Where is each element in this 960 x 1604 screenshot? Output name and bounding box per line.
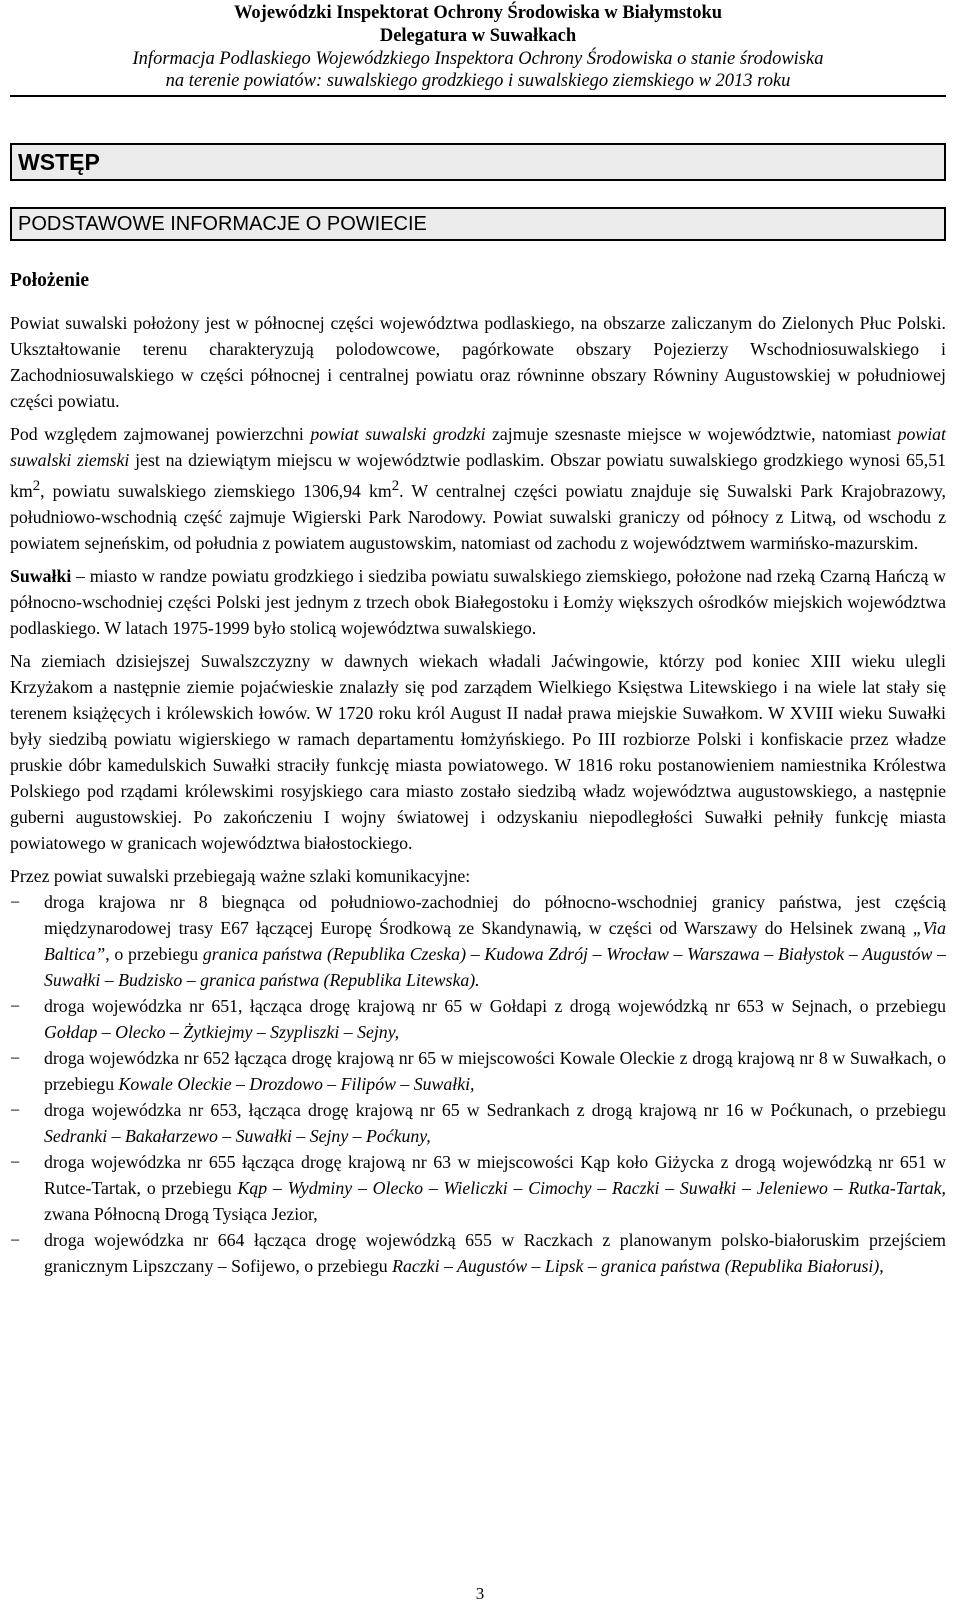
page-number: 3 <box>475 1584 485 1603</box>
list-item: − droga wojewódzka nr 664 łącząca drogę wojewódzką 655 w Raczkach z planowanym polsko-białoruskim przejściem granicznym Lipszczany – Sofijewo, o przebiegu Raczki – Augustów – Lipsk – granica państwa (Republika Białorusi), <box>10 1227 946 1279</box>
heading-location: Położenie <box>10 270 90 291</box>
list-item: − droga wojewódzka nr 651, łącząca drogę krajową nr 65 w Gołdapi z drogą wojewódzką nr 653 w Sejnach, o przebiegu Gołdap – Olecko – Żytkiejmy – Szypliszki – Sejny, <box>10 993 946 1045</box>
paragraph-area: Pod względem zajmowanej powierzchni powiat suwalski grodzki zajmuje szesnaste miejsce w województwie, natomiast powiat suwalski ziemski jest na dziewiątym miejscu w województwie podlaskim. Obszar powiatu suwalskiego grodzkiego wynosi 65,51 $km^2$, powiatu suwalskiego ziemskiego 1306,94 $km^2$. W centralnej części powiatu znajduje się Suwalski Park Krajobrazowy, południowo-wschodnią część zajmuje Wigierski Park Narodowy. Powiat suwalski graniczy od północy z Litwą, od wschodu z powiatem sejneńskim, od południa z powiatem augustowskim, natomiast od zachodu z województwem warmińsko-mazurskim. <box>10 424 947 553</box>
header-report-scope: na terenie powiatów: suwalskiego grodzkiego i suwalskiego ziemskiego w 2013 roku <box>165 71 791 91</box>
subsection-title: PODSTAWOWE INFORMACJE O POWIECIE <box>10 207 946 241</box>
term-suwalki: Suwałki <box>10 565 72 586</box>
header-institution: Wojewódzki Inspektorat Ochrony Środowiska w Białymstoku <box>233 3 723 23</box>
term-powiat-ziemski: powiat suwalski ziemski <box>10 424 946 470</box>
header-delegation: Delegatura w Suwałkach <box>379 26 577 46</box>
paragraph-roads-intro: Przez powiat suwalski przebiegają ważne szlaki komunikacyjne: <box>10 865 471 886</box>
section-title: WSTĘP <box>10 143 946 181</box>
page-header <box>10 0 946 97</box>
list-item: − droga krajowa nr 8 biegnąca od południowo-zachodniej do północno-wschodniej granicy państwa, jest częścią międzynarodowej trasy E67 łączącej Europę Środkową ze Skandynawią, w części od Warszawy do Helsinek zwaną „Via Baltica”, o przebiegu granica państwa (Republika Czeska) – Kudowa Zdrój – Wrocław – Warszawa – Białystok – Augustów – Suwałki – Budzisko – granica państwa (Republika Litewska). <box>10 889 946 993</box>
dash-bullet: − <box>10 1047 21 1068</box>
term-powiat-grodzki: powiat suwalski grodzki <box>310 424 486 444</box>
list-item: − droga wojewódzka nr 655 łącząca drogę krajową nr 63 w miejscowości Kąp koło Giżycka z drogą wojewódzką nr 651 w Rutce-Tartak, o przebiegu Kąp – Wydminy – Olecko – Wieliczki – Cimochy – Raczki – Suwałki – Jeleniewo – Rutka-Tartak, zwana Północną Drogą Tysiąca Jezior, <box>10 1149 946 1227</box>
list-item: − droga wojewódzka nr 653, łącząca drogę krajową nr 65 w Sedrankach z drogą krajową nr 16 w Poćkunach, o przebiegu Sedranki – Bakałarzewo – Suwałki – Sejny – Poćkuny, <box>10 1097 946 1149</box>
paragraph-history: Na ziemiach dzisiejszej Suwalszczyzny w dawnych wiekach władali Jaćwingowie, którzy pod koniec XIII wieku ulegli Krzyżakom a następnie ziemie pojaćwieskie znalazły się pod zarządem Wielkiego Księstwa Litewskiego i na wiele lat stały się terenem książęcych i królewskich łowów. W 1720 roku król August II nadał prawa miejskie Suwałkom. W XVIII wieku Suwałki były siedzibą powiatu wigierskiego w ramach departamentu łomżyńskiego. Po III rozbiorze Polski i konfiskacie przez władze pruskie dóbr kamedulskich Suwałki straciły funkcję miasta powiatowego. W 1816 roku postanowieniem namiestnika Królestwa Polskiego pod rządami królewskimi rosyjskiego cara miasto zostało siedzibą władz województwa augustowskiego, a następnie guberni augustowskiej. Po zakończeniu I wojny światowej i odzyskaniu niepodległości Suwałki pełniły funkcję miasta powiatowego w granicach województwa białostockiego. <box>10 650 946 853</box>
dash-bullet: − <box>10 1151 21 1172</box>
paragraph-suwalki: Suwałki – miasto w randze powiatu grodzkiego i siedziba powiatu suwalskiego ziemskiego, położone nad rzeką Czarną Hańczą w północno-wschodniej części Polski jest jednym z trzech obok Białegostoku i Łomży większych ośrodków miejskich województwa podlaskiego. W latach 1975-1999 było stolicą województwa suwalskiego. <box>10 565 946 638</box>
roads-list <box>10 889 946 1279</box>
dash-bullet: − <box>10 995 21 1016</box>
dash-bullet: − <box>10 1229 21 1250</box>
dash-bullet: − <box>10 891 21 912</box>
list-item: − droga wojewódzka nr 652 łącząca drogę krajową nr 65 w miejscowości Kowale Oleckie z drogą krajową nr 8 w Suwałkach, o przebiegu Kowale Oleckie – Drozdowo – Filipów – Suwałki, <box>10 1045 946 1097</box>
dash-bullet: − <box>10 1099 21 1120</box>
header-report-title: Informacja Podlaskiego Wojewódzkiego Inspektora Ochrony Środowiska o stanie środowiska <box>132 49 824 69</box>
paragraph-location: Powiat suwalski położony jest w północnej części województwa podlaskiego, na obszarze zaliczanym do Zielonych Płuc Polski. Ukształtowanie terenu charakteryzują polodowcowe, pagórkowate obszary Pojezierzy Wschodniosuwalskiego i Zachodniosuwalskiego w części północnej i centralnej powiatu oraz równinne obszary Równiny Augustowskiej w południowej części powiatu. <box>10 313 946 411</box>
